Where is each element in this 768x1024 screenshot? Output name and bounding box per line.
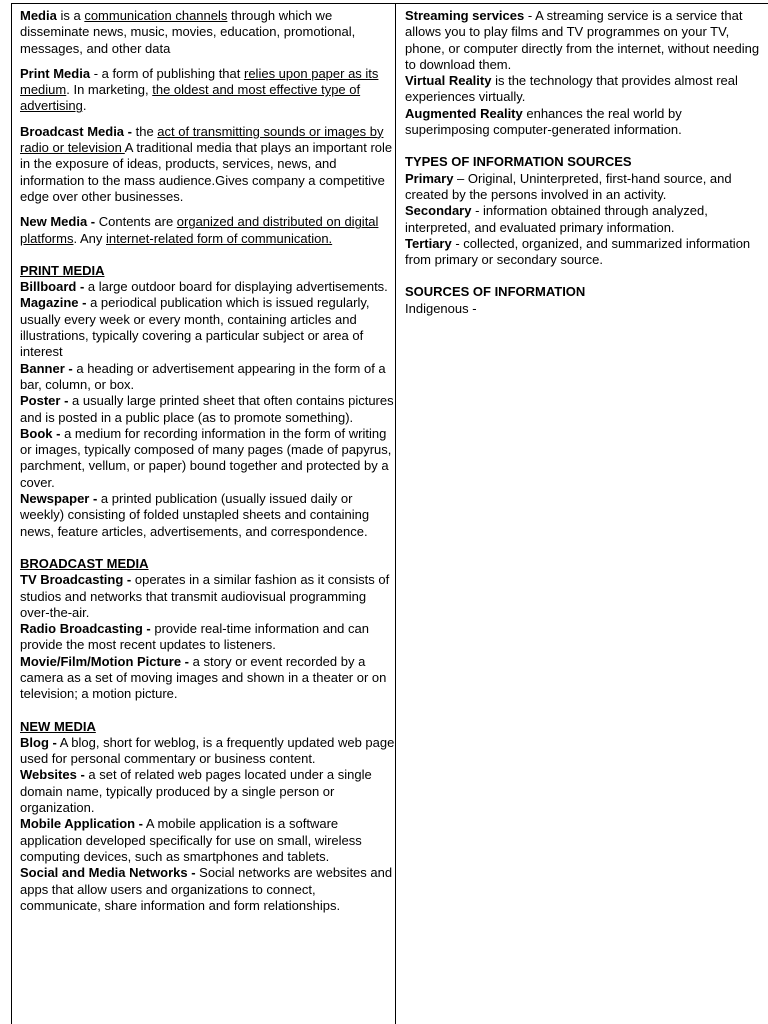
definition-item: [20, 865, 396, 914]
text-line: [405, 171, 768, 187]
definition-term: Websites -: [20, 767, 85, 783]
definition-text: a printed publication (usually issued daily or weekly) consisting of folded unstapled sheets and containing news, feature articles, advertisements, and correspondence.: [20, 491, 370, 539]
text-line: [405, 187, 768, 203]
text-line: [405, 24, 768, 40]
line-text: superimposing computer-generated information.: [405, 122, 682, 138]
text-line: [405, 89, 768, 105]
top-border: [11, 3, 768, 4]
definition-term: Newspaper -: [20, 491, 98, 507]
text-line: [405, 106, 768, 122]
right-column: [405, 8, 768, 317]
term-label: Augmented Reality: [405, 105, 523, 121]
definition-term: Radio Broadcasting -: [20, 621, 151, 637]
text-line: [405, 57, 768, 73]
new-media-list: [20, 735, 396, 914]
term-media: Media: [20, 8, 57, 23]
definition-item: [20, 816, 396, 865]
definition-item: [20, 572, 396, 621]
sources-heading: SOURCES OF INFORMATION: [405, 284, 586, 300]
definition-term: Magazine -: [20, 295, 87, 311]
right-top-block: [405, 8, 768, 138]
broadcast-media-heading: BROADCAST MEDIA: [20, 555, 149, 571]
definition-item: [20, 767, 396, 816]
definition-term: Banner -: [20, 360, 73, 376]
print-media-heading: PRINT MEDIA: [20, 262, 105, 278]
term-label: Virtual Reality: [405, 73, 492, 89]
definition-text: a large outdoor board for displaying advertisements.: [84, 279, 388, 295]
line-text: phone, or computer directly from the internet, without needing: [405, 40, 760, 56]
term-new-media: New Media -: [20, 214, 96, 230]
definition-item: [20, 491, 396, 540]
print-media-definition: Print Media - a form of publishing that relies upon paper as its medium. In marketing, the oldest and most effective type of advertising.: [20, 65, 379, 114]
new-media-heading: NEW MEDIA: [20, 718, 96, 734]
definition-item: [20, 295, 396, 360]
definition-item: [20, 361, 396, 394]
definition-item: [20, 393, 396, 426]
definition-item: [20, 279, 396, 295]
line-text: - collected, organized, and summarized information: [451, 235, 751, 251]
definition-item: [20, 654, 396, 703]
line-text: - information obtained through analyzed,: [471, 203, 708, 219]
definition-text: provide real-time information and can provide the most recent updates to listeners.: [20, 621, 369, 653]
definition-term: TV Broadcasting -: [20, 572, 132, 588]
term-label: Secondary: [405, 203, 472, 219]
text-line: [405, 252, 768, 268]
line-text: - A streaming service is a service that: [524, 8, 743, 23]
broadcast-media-definition: Broadcast Media - the act of transmitting sounds or images by radio or television A traditional media that plays an important role in the exposure of ideas, products, services, news, and information to the mass audience.Gives company a competitive edge over other businesses.: [20, 123, 393, 204]
term-label: Streaming services: [405, 8, 525, 23]
line-text: experiences virtually.: [405, 89, 526, 105]
definition-item: [20, 735, 396, 768]
print-media-list: [20, 279, 396, 540]
types-heading: TYPES OF INFORMATION SOURCES: [405, 154, 632, 170]
definition-text: a usually large printed sheet that often contains pictures and is posted in a public place (as to promote something).: [20, 393, 394, 425]
text-line: [405, 236, 768, 252]
broadcast-media-list: [20, 572, 396, 702]
definition-term: Mobile Application -: [20, 816, 144, 832]
definition-term: Billboard -: [20, 279, 85, 295]
new-media-definition: New Media - Contents are organized and distributed on digital platforms. Any internet-related form of communication.: [20, 214, 379, 246]
definition-term: Social and Media Networks -: [20, 865, 196, 881]
definition-term: Poster -: [20, 393, 69, 409]
line-text: from primary or secondary source.: [405, 252, 603, 268]
line-text: created by the persons involved in an activity.: [405, 186, 667, 202]
line-text: – Original, Uninterpreted, first-hand source, and: [453, 170, 732, 186]
line-text: allows you to play films and TV programmes on your TV,: [405, 24, 730, 40]
text-line: [405, 73, 768, 89]
text-line: [405, 220, 768, 236]
text-line: [405, 203, 768, 219]
sources-item-indigenous: Indigenous -: [405, 300, 477, 316]
term-print-media: Print Media: [20, 65, 91, 81]
types-block: [405, 171, 768, 269]
text-line: [405, 122, 768, 138]
media-definition: Media is a communication channels through which we disseminate news, music, movies, education, promotional, messages, and other data: [20, 8, 356, 56]
definition-text: a heading or advertisement appearing in the form of a bar, column, or box.: [20, 360, 386, 392]
line-text: to download them.: [405, 56, 512, 72]
definition-text: A blog, short for weblog, is a frequently updated web page used for personal commentary or business content.: [20, 734, 395, 767]
definition-text: a periodical publication which is issued regularly, usually every week or every month, containing articles and illustrations, typically covering a particular subject or area of interest: [20, 295, 370, 360]
line-text: interpreted, and evaluated primary information.: [405, 219, 675, 235]
definition-text: a medium for recording information in the form of writing or images, typically composed of many pages (made of papyrus, parchment, vellum, or paper) bound together and protected by a cover.: [20, 425, 392, 490]
definition-text: Social networks are websites and apps that allow users and organizations to connect, communicate, share information and form relationships.: [20, 865, 393, 913]
term-broadcast-media: Broadcast Media -: [20, 123, 132, 139]
text-line: [405, 41, 768, 57]
definition-text: A mobile application is a software application developed specifically for use on small, wireless computing devices, such as smartphones and tablets.: [20, 816, 362, 864]
term-label: Tertiary: [405, 235, 452, 251]
definition-term: Movie/Film/Motion Picture -: [20, 653, 190, 669]
definition-term: Blog -: [20, 734, 57, 750]
left-column: [20, 8, 396, 914]
definition-text: a story or event recorded by a camera as a set of moving images and shown in a theater or on television; a motion picture.: [20, 653, 387, 702]
definition-item: [20, 426, 396, 491]
left-border: [11, 3, 12, 1024]
line-text: is the technology that provides almost real: [491, 73, 738, 89]
definition-item: [20, 621, 396, 654]
term-label: Primary: [405, 170, 454, 186]
definition-term: Book -: [20, 425, 61, 441]
line-text: enhances the real world by: [522, 105, 682, 121]
text-line: [405, 8, 768, 24]
definition-text: a set of related web pages located under a single domain name, typically produced by a single person or organization.: [20, 767, 372, 816]
definition-text: operates in a similar fashion as it consists of studios and networks that transmit audiovisual programming over-the-air.: [20, 572, 390, 620]
